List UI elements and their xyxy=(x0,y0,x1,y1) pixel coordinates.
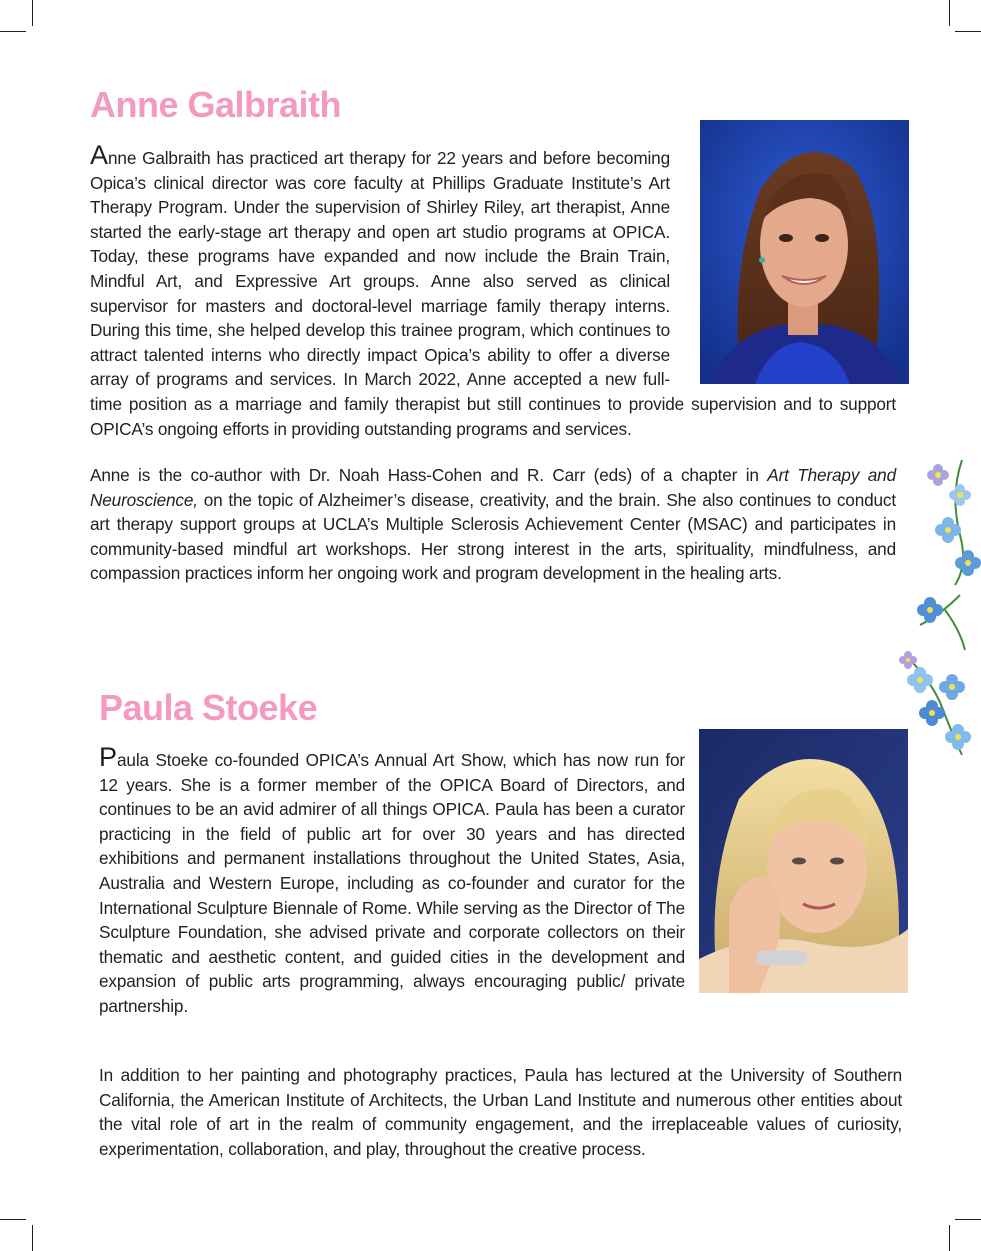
crop-mark xyxy=(0,31,26,32)
paula-stoeke-heading: Paula Stoeke xyxy=(99,687,318,728)
crop-mark xyxy=(32,0,33,26)
paula-stoeke-photo xyxy=(699,729,908,993)
paula-bio-paragraph xyxy=(99,742,685,1019)
anne-coauthor-text-2: on the topic of Alzheimer’s disease, creativity, and the brain. She also continues to conduct art therapy support groups at UCLA’s Multiple Sclerosis Achievement Center (MSAC) and participates in community-based mindful art workshops. Her strong interest in the arts, spirituality, mindfulness, and compassion practices inform her ongoing work and program development in the healing arts. xyxy=(90,489,896,584)
paula-bio-dropcap: P xyxy=(99,742,118,772)
anne-bio-text: nne Galbraith has practiced art therapy for 22 years and before becoming Opica’s clinical director was core faculty at Phillips Graduate Institute’s Art Therapy Program. Under the supervision of Shirley Riley, art therapist, Anne started the early-stage art therapy and open art studio programs at OPICA. Today, these programs have expanded and now include the Brain Train, Mindful Art, and Expressive Art groups. Anne also served as clinical supervisor for masters and doctoral-level marriage family therapy interns. During this time, she helped develop this trainee program, which continues to attract talented interns who directly impact Opica’s ability to offer a diverse array of programs and services. In March 2022, Anne accepted a new full-time position as a marriage and family therapist but still continues to provide supervision and to support OPICA’s ongoing efforts in providing outstanding programs and services. xyxy=(90,148,896,439)
paula-lectures-paragraph: In addition to her painting and photography practices, Paula has lectured at the University of Southern California, the American Institute of Architects, the Urban Land Institute and numerous other entities about the vital role of art in the realm of community engagement, and the irreplaceable values of curiosity, experimentation, collaboration, and play, throughout the creative process. xyxy=(99,1065,902,1159)
anne-coauthor-text-1: Anne is the co-author with Dr. Noah Hass-Cohen and R. Carr (eds) of a chapter in xyxy=(90,465,768,485)
forget-me-not-flowers-decoration xyxy=(890,455,981,765)
anne-galbraith-heading: Anne Galbraith xyxy=(90,84,342,125)
paula-bio-text: aula Stoeke co-founded OPICA’s Annual Art Show, which has now run for 12 years. She is a former member of the OPICA Board of Directors, and continues to be an avid admirer of all things OPICA. Paula has been a curator practicing in the field of public art for over 30 years and has directed exhibitions and permanent installations throughout the United States, Asia, Australia and Western Europe, including as co-founder and curator for the International Sculpture Biennale of Rome. While serving as the Director of The Sculpture Foundation, she advised private and corporate collectors on their thematic and aesthetic content, and guided cities in the development and expansion of public arts programming, always encouraging public/ private partnership. xyxy=(99,750,685,1016)
crop-mark xyxy=(955,31,981,32)
crop-mark xyxy=(949,0,950,26)
book-title: Art Therapy and Neuroscience, xyxy=(90,465,896,510)
crop-mark xyxy=(32,1225,33,1251)
crop-mark xyxy=(0,1219,26,1220)
anne-bio-dropcap: A xyxy=(90,140,109,170)
crop-mark xyxy=(955,1219,981,1220)
crop-mark xyxy=(949,1225,950,1251)
anne-coauthor-paragraph xyxy=(90,463,896,586)
anne-galbraith-photo xyxy=(700,120,909,384)
